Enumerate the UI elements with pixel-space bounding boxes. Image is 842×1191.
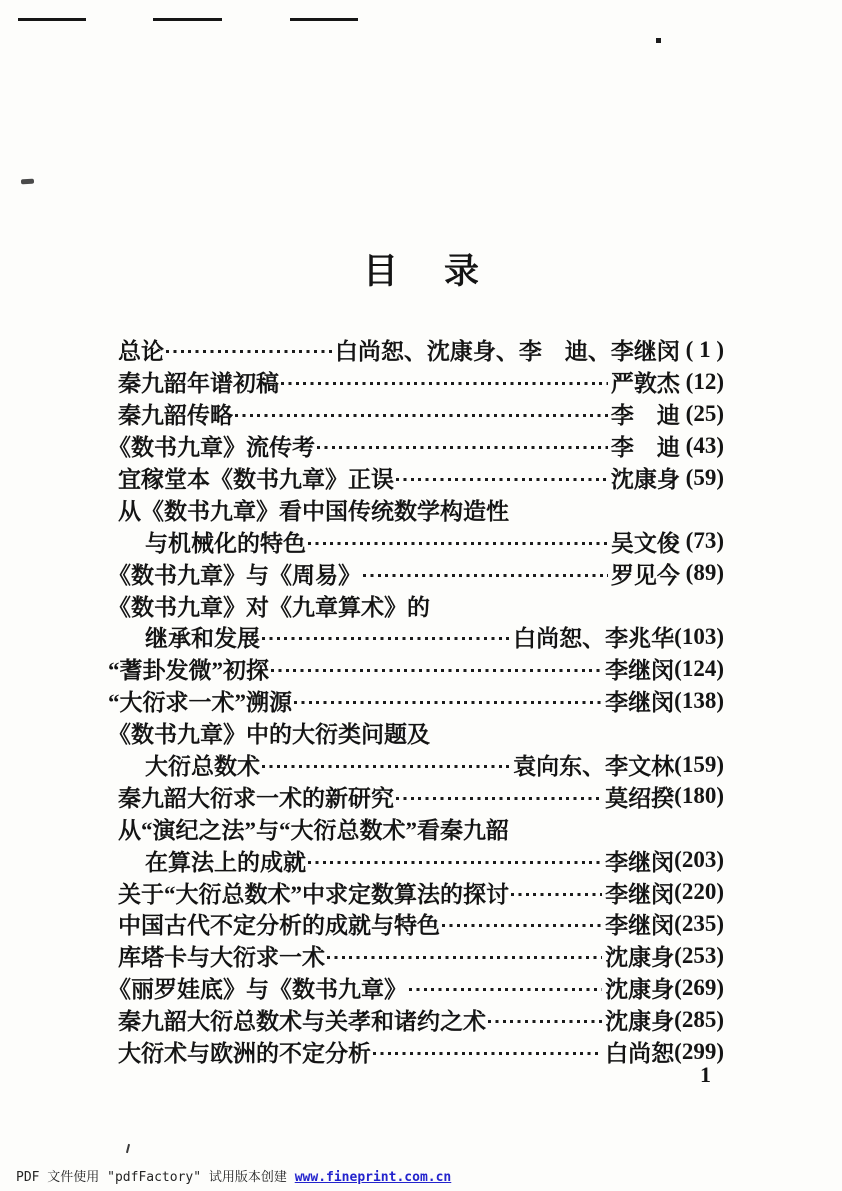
entry-page-number: (43) — [679, 432, 724, 458]
entry-page-number: (59) — [679, 464, 724, 490]
entry-page-number: (25) — [679, 400, 724, 426]
dotted-leader — [308, 542, 608, 545]
page-title-char-left: 目 — [362, 252, 398, 291]
toc-entry — [118, 1004, 724, 1036]
dotted-leader — [442, 924, 602, 927]
entry-title: 在算法上的成就 — [145, 849, 306, 875]
page-title — [0, 244, 842, 294]
entry-authors: 白尚恕 — [605, 1041, 675, 1067]
toc-entry — [118, 493, 724, 525]
toc-entry — [118, 334, 724, 366]
entry-title: 总论 — [118, 339, 164, 365]
dotted-leader — [262, 765, 510, 768]
entry-authors: 沈康身 — [610, 467, 680, 493]
entry-page-number: (103) — [674, 623, 724, 649]
toc-entry — [108, 589, 724, 621]
toc-entry — [118, 398, 724, 430]
entry-authors: 吴文俊 — [610, 530, 680, 556]
toc-entry — [118, 366, 724, 398]
entry-title: 继承和发展 — [145, 626, 260, 652]
entry-title: 《丽罗娃底》与《数书九章》 — [108, 977, 407, 1003]
entry-authors: 莫绍揆 — [605, 785, 675, 811]
dotted-leader — [262, 637, 510, 640]
entry-title: 《数书九章》对《九章算术》的 — [108, 594, 430, 620]
entry-page-number: (235) — [674, 910, 724, 936]
toc-entry — [118, 812, 724, 844]
entry-title: “蓍卦发微”初探 — [108, 658, 269, 684]
dotted-leader — [396, 797, 602, 800]
fineprint-link[interactable]: www.fineprint.com.cn — [294, 1170, 452, 1185]
scan-artifact-line — [18, 18, 86, 21]
entry-authors: 白尚恕、李兆华 — [513, 626, 675, 652]
entry-authors: 白尚恕、沈康身、李 迪、李继闵 — [334, 339, 680, 365]
pdf-watermark — [16, 1166, 451, 1185]
entry-page-number: (253) — [674, 942, 724, 968]
entry-authors: 李继闵 — [605, 849, 675, 875]
entry-page-number: (269) — [674, 974, 724, 1000]
toc-entry — [108, 557, 724, 589]
entry-title: 与机械化的特色 — [145, 530, 306, 556]
toc-entry — [118, 525, 724, 557]
dotted-leader — [308, 861, 602, 864]
toc-entry — [118, 1036, 724, 1068]
entry-title: 从“演纪之法”与“大衍总数术”看秦九韶 — [118, 817, 509, 843]
dotted-leader — [271, 669, 602, 672]
entry-page-number: (285) — [674, 1006, 724, 1032]
dotted-leader — [396, 478, 608, 481]
entry-title: 秦九韶年谱初稿 — [118, 371, 279, 397]
entry-page-number: (159) — [674, 751, 724, 777]
entry-authors: 李 迪 — [610, 403, 680, 429]
scan-artifact-tick — [126, 1144, 130, 1153]
toc-entry — [118, 844, 724, 876]
toc-entry — [118, 780, 724, 812]
scan-artifact-line — [153, 18, 222, 21]
entry-authors: 李 迪 — [610, 435, 680, 461]
folio-page-number: 1 — [700, 1062, 711, 1087]
toc-entry — [108, 717, 724, 749]
toc-entry — [108, 653, 724, 685]
toc-entry — [118, 621, 724, 653]
entry-page-number: (138) — [674, 687, 724, 713]
entry-authors: 李继闵 — [605, 658, 675, 684]
entry-page-number: (203) — [674, 847, 724, 873]
entry-authors: 沈康身 — [605, 945, 675, 971]
entry-page-number: (124) — [674, 655, 724, 681]
entry-authors: 沈康身 — [605, 977, 675, 1003]
entry-authors: 严敦杰 — [610, 371, 680, 397]
toc-entry — [118, 462, 724, 494]
entry-title: 中国古代不定分析的成就与特色 — [118, 913, 440, 939]
entry-title: 秦九韶传略 — [118, 403, 233, 429]
scan-artifact-speck — [656, 38, 661, 43]
dotted-leader — [166, 350, 332, 353]
entry-title: 库塔卡与大衍求一术 — [118, 945, 325, 971]
toc-list — [108, 334, 724, 1067]
entry-title: 秦九韶大衍总数术与关孝和诸约之术 — [118, 1009, 486, 1035]
dotted-leader — [511, 893, 602, 896]
entry-authors: 李继闵 — [605, 690, 675, 716]
entry-page-number: (73) — [679, 528, 724, 554]
toc-entry — [108, 430, 724, 462]
dotted-leader — [294, 701, 602, 704]
entry-page-number: (12) — [679, 368, 724, 394]
dotted-leader — [363, 574, 608, 577]
dotted-leader — [281, 382, 608, 385]
entry-page-number: ( 1 ) — [679, 336, 724, 362]
scan-artifact-smudge — [21, 179, 34, 185]
entry-title: 《数书九章》中的大衍类问题及 — [108, 722, 430, 748]
entry-authors: 罗见今 — [610, 562, 680, 588]
dotted-leader — [488, 1020, 602, 1023]
entry-page-number: (299) — [674, 1038, 724, 1064]
entry-authors: 李继闵 — [605, 913, 675, 939]
scan-artifact-line — [290, 18, 358, 21]
toc-entry — [118, 940, 724, 972]
dotted-leader — [235, 414, 608, 417]
toc-entry — [118, 876, 724, 908]
entry-title: 大衍术与欧洲的不定分析 — [118, 1041, 371, 1067]
toc-entry — [118, 908, 724, 940]
entry-title: 秦九韶大衍求一术的新研究 — [118, 785, 394, 811]
entry-title: 大衍总数术 — [145, 754, 260, 780]
toc-entry — [118, 749, 724, 781]
entry-title: 《数书九章》流传考 — [108, 435, 315, 461]
dotted-leader — [409, 988, 602, 991]
dotted-leader — [327, 956, 602, 959]
entry-title: “大衍求一术”溯源 — [108, 690, 292, 716]
entry-title: 《数书九章》与《周易》 — [108, 562, 361, 588]
entry-page-number: (89) — [679, 560, 724, 586]
entry-page-number: (220) — [674, 879, 724, 905]
toc-entry — [108, 972, 724, 1004]
entry-title: 从《数书九章》看中国传统数学构造性 — [118, 498, 509, 524]
entry-authors: 袁向东、李文林 — [513, 754, 675, 780]
entry-page-number: (180) — [674, 783, 724, 809]
entry-authors: 沈康身 — [605, 1009, 675, 1035]
entry-title: 宜稼堂本《数书九章》正误 — [118, 467, 394, 493]
entry-title: 关于“大衍总数术”中求定数算法的探讨 — [118, 881, 509, 907]
toc-entry — [108, 685, 724, 717]
watermark-text: PDF 文件使用 "pdfFactory" 试用版本创建 — [16, 1170, 295, 1185]
page-title-char-right: 录 — [444, 252, 480, 291]
dotted-leader — [373, 1052, 602, 1055]
entry-authors: 李继闵 — [605, 881, 675, 907]
dotted-leader — [317, 446, 608, 449]
